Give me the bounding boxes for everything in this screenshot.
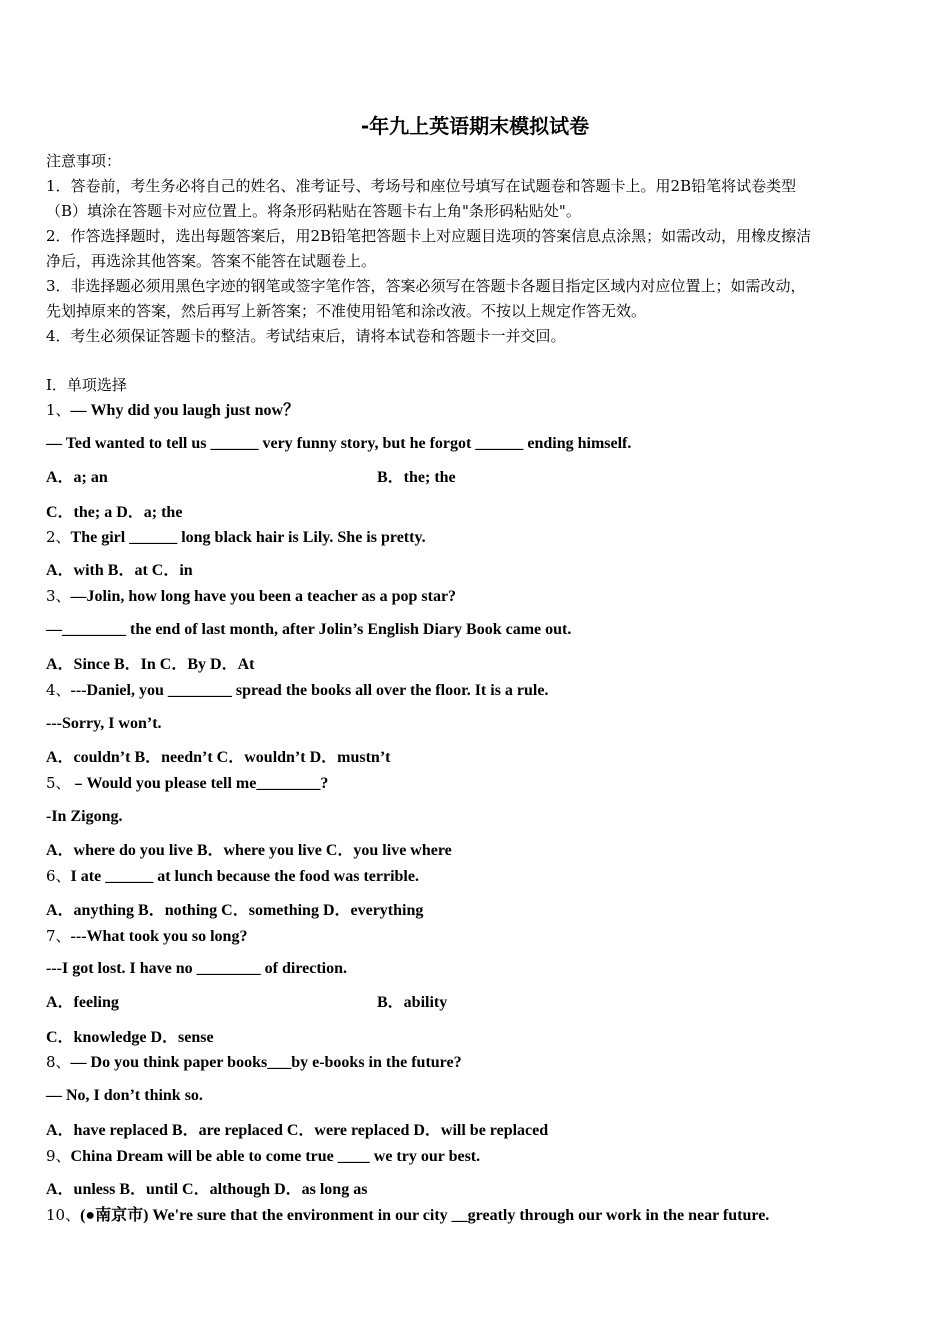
option-row — [46, 992, 448, 1014]
question-stem — [46, 399, 299, 422]
option-row: A．where do you live B．where you live C．you live where — [46, 842, 452, 859]
question-text: —Jolin, how long have you been a teacher as a pop star? — [70, 588, 457, 605]
notes-block — [46, 149, 906, 349]
question-text: — Why did you laugh just now？ — [70, 402, 300, 419]
note-line: 先划掉原来的答案，然后再写上新答案；不准使用铅笔和涂改液。不按以上规定作答无效。 — [46, 302, 647, 320]
question-stem — [46, 1145, 480, 1168]
question-text: ---What took you so long? — [70, 928, 248, 945]
question-number: 9、 — [46, 1147, 71, 1165]
question-number: 4、 — [46, 681, 71, 699]
note-line: （B）填涂在答题卡对应位置上。将条形码粘贴在答题卡右上角"条形码粘贴处"。 — [46, 202, 581, 220]
note-line: 3．非选择题必须用黑色字迹的钢笔或签字笔作答，答案必须写在答题卡各题目指定区域内对应位置上；如需改动， — [46, 277, 806, 295]
question-stem — [46, 526, 426, 549]
question-stem — [46, 925, 247, 948]
question-number: 1、 — [46, 401, 71, 419]
option-a: A．a; an — [46, 469, 108, 486]
question-line: — Ted wanted to tell us ______ very funny story, but he forgot ______ ending himself. — [46, 435, 632, 452]
option-row: A．anything B．nothing C．something D．everything — [46, 902, 424, 919]
question-line: -In Zigong. — [46, 808, 123, 825]
option-row: A．unless B．until C．although D．as long as — [46, 1181, 368, 1198]
note-line: 2．作答选择题时，选出每题答案后，用2B铅笔把答题卡上对应题目选项的答案信息点涂黑；如需改动，用橡皮擦洁 — [46, 227, 812, 245]
option-row: A．with B．at C．in — [46, 562, 193, 579]
question-number: 8、 — [46, 1053, 71, 1071]
question-stem — [46, 679, 548, 702]
option-row: A．have replaced B．are replaced C．were replaced D．will be replaced — [46, 1122, 549, 1139]
question-stem — [46, 1204, 769, 1227]
page-title: -年九上英语期末模拟试卷 — [360, 114, 590, 138]
question-stem — [46, 772, 328, 795]
option-row — [46, 467, 456, 489]
option-row: C．knowledge D．sense — [46, 1029, 214, 1046]
option-b: B．the; the — [377, 469, 456, 486]
question-number: 5、 — [46, 774, 71, 792]
question-number: 3、 — [46, 587, 71, 605]
question-text: The girl ______ long black hair is Lily. She is pretty. — [70, 529, 426, 546]
question-line: ---I got lost. I have no ________ of direction. — [46, 960, 348, 977]
question-text: (●南京市) We're sure that the environment in our city __greatly through our work in the near future. — [80, 1207, 770, 1224]
question-text: ---Daniel, you ________ spread the books all over the floor. It is a rule. — [70, 682, 549, 699]
question-stem — [46, 1051, 462, 1074]
option-b: B．ability — [377, 994, 448, 1011]
option-a: A．feeling — [46, 994, 119, 1011]
note-line: 净后，再选涂其他答案。答案不能答在试题卷上。 — [46, 252, 377, 270]
option-row: A．Since B．In C．By D．At — [46, 656, 255, 673]
question-line: — No, I don’t think so. — [46, 1087, 203, 1104]
question-number: 2、 — [46, 528, 71, 546]
note-line: 1．答卷前，考生务必将自己的姓名、准考证号、考场号和座位号填写在试题卷和答题卡上。用2B铅笔将试卷类型 — [46, 177, 797, 195]
section-heading: Ⅰ．单项选择 — [46, 376, 127, 394]
option-row: C．the; a D．a; the — [46, 504, 183, 521]
question-stem — [46, 585, 456, 608]
question-number: 10、 — [46, 1206, 81, 1224]
question-number: 6、 — [46, 867, 71, 885]
question-stem — [46, 865, 419, 888]
question-text: ﹣Would you please tell me________? — [70, 775, 329, 792]
notes-heading: 注意事项： — [46, 152, 122, 170]
question-text: I ate ______ at lunch because the food was terrible. — [70, 868, 419, 885]
question-text: — Do you think paper books___by e-books in the future? — [70, 1054, 462, 1071]
question-number: 7、 — [46, 927, 71, 945]
question-line: —________ the end of last month, after Jolin’s English Diary Book came out. — [46, 621, 572, 638]
question-line: ---Sorry, I won’t. — [46, 715, 162, 732]
question-text: China Dream will be able to come true ____ we try our best. — [70, 1148, 481, 1165]
note-line: 4．考生必须保证答题卡的整洁。考试结束后，请将本试卷和答题卡一并交回。 — [46, 327, 566, 345]
option-row: A．couldn’t B．needn’t C．wouldn’t D．mustn’t — [46, 749, 391, 766]
